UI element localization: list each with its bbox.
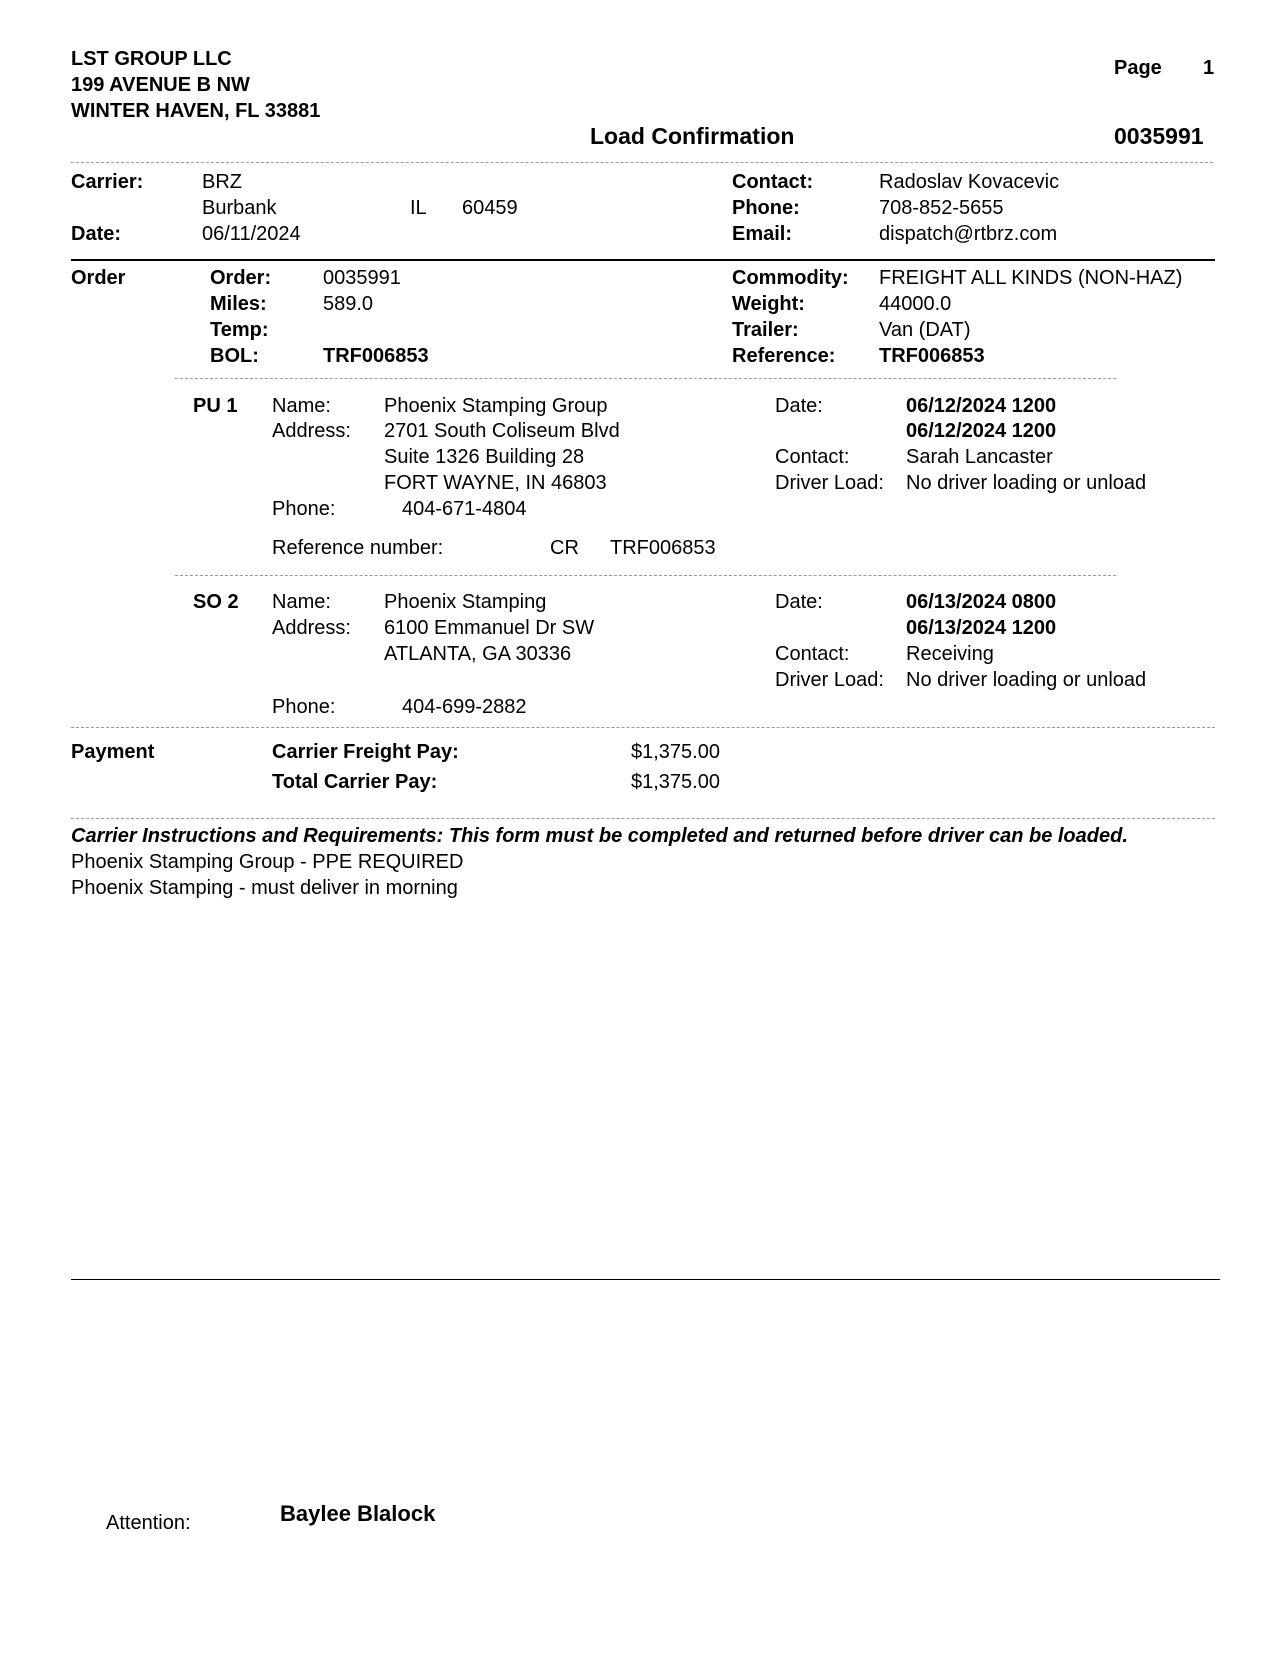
stop-phone: 404-671-4804 — [402, 498, 527, 520]
total-pay-amount: $1,375.00 — [631, 771, 720, 793]
stop-date-1: 06/13/2024 0800 — [906, 591, 1057, 613]
trailer-value: Van (DAT) — [879, 319, 971, 341]
freight-pay-amount: $1,375.00 — [631, 741, 720, 763]
stop-name: Phoenix Stamping Group — [384, 395, 608, 417]
miles-value: 589.0 — [323, 293, 374, 315]
payment-section-label: Payment — [71, 741, 155, 763]
carrier-contact: Radoslav Kovacevic — [879, 171, 1060, 193]
attention-name: Baylee Blalock — [280, 1501, 436, 1526]
carrier-phone: 708-852-5655 — [879, 197, 1004, 219]
stop-driver-load: No driver loading or unload — [906, 472, 1147, 494]
stop-date-1: 06/12/2024 1200 — [906, 395, 1057, 417]
reference-type: CR — [550, 537, 579, 559]
stop-phone-label: Phone: — [272, 498, 336, 520]
attention-label: Attention: — [106, 1512, 191, 1534]
stop-driver-load-label: Driver Load: — [775, 669, 884, 691]
divider — [71, 162, 1213, 163]
stop-code: PU 1 — [193, 395, 238, 417]
stop-date-2: 06/12/2024 1200 — [906, 420, 1057, 442]
page-number: 1 — [1203, 57, 1215, 79]
stop-contact: Receiving — [906, 643, 994, 665]
document-title: Load Confirmation — [590, 123, 795, 149]
stop-date-label: Date: — [775, 591, 823, 613]
weight-value: 44000.0 — [879, 293, 952, 315]
stop-address-line1: 2701 South Coliseum Blvd — [384, 420, 620, 442]
instruction-line: Phoenix Stamping Group - PPE REQUIRED — [71, 851, 464, 873]
order-number: 0035991 — [323, 267, 401, 289]
stop-name-label: Name: — [272, 591, 331, 613]
page-label: Page — [1114, 57, 1162, 79]
phone-label: Phone: — [732, 197, 800, 219]
commodity-label: Commodity: — [732, 267, 849, 289]
stop-date-2: 06/13/2024 1200 — [906, 617, 1057, 639]
divider — [71, 727, 1215, 728]
signature-line — [71, 1279, 1220, 1280]
commodity-value: FREIGHT ALL KINDS (NON-HAZ) — [879, 267, 1183, 289]
stop-city-state-zip: FORT WAYNE, IN 46803 — [384, 472, 607, 494]
stop-name-label: Name: — [272, 395, 331, 417]
miles-label: Miles: — [210, 293, 267, 315]
weight-label: Weight: — [732, 293, 805, 315]
instructions-heading: Carrier Instructions and Requirements: This form must be completed and returned before driver can be loaded. — [71, 825, 1128, 847]
freight-pay-label: Carrier Freight Pay: — [272, 741, 459, 763]
trailer-label: Trailer: — [732, 319, 799, 341]
reference-number-label: Reference number: — [272, 537, 444, 559]
email-label: Email: — [732, 223, 793, 245]
order-label: Order: — [210, 267, 272, 289]
stop-city-state-zip: ATLANTA, GA 30336 — [384, 643, 572, 665]
carrier-city: Burbank — [202, 197, 277, 219]
reference-value: TRF006853 — [879, 345, 985, 367]
stop-address-label: Address: — [272, 420, 351, 442]
carrier-zip: 60459 — [462, 197, 518, 219]
stop-address-line2: Suite 1326 Building 28 — [384, 446, 585, 468]
temp-label: Temp: — [210, 319, 269, 341]
stop-contact-label: Contact: — [775, 446, 850, 468]
stop-name: Phoenix Stamping — [384, 591, 547, 613]
carrier-label: Carrier: — [71, 171, 144, 193]
stop-phone-label: Phone: — [272, 696, 336, 718]
stop-phone: 404-699-2882 — [402, 696, 527, 718]
divider — [175, 378, 1116, 379]
stop-address-line1: 6100 Emmanuel Dr SW — [384, 617, 595, 639]
carrier-name: BRZ — [202, 171, 242, 193]
section-divider — [71, 259, 1215, 261]
stop-contact: Sarah Lancaster — [906, 446, 1053, 468]
divider — [71, 818, 1215, 819]
company-city-state-zip: WINTER HAVEN, FL 33881 — [71, 100, 321, 122]
stop-code: SO 2 — [193, 591, 239, 613]
instruction-line: Phoenix Stamping - must deliver in morning — [71, 877, 458, 899]
load-number: 0035991 — [1114, 123, 1204, 149]
stop-driver-load: No driver loading or unload — [906, 669, 1147, 691]
stop-contact-label: Contact: — [775, 643, 850, 665]
reference-label: Reference: — [732, 345, 836, 367]
carrier-date-label: Date: — [71, 223, 122, 245]
divider — [175, 575, 1116, 576]
bol-value: TRF006853 — [323, 345, 429, 367]
stop-address-label: Address: — [272, 617, 351, 639]
order-section-label: Order — [71, 267, 126, 289]
total-pay-label: Total Carrier Pay: — [272, 771, 438, 793]
stop-driver-load-label: Driver Load: — [775, 472, 884, 494]
carrier-state: IL — [410, 197, 427, 219]
stop-date-label: Date: — [775, 395, 823, 417]
carrier-email: dispatch@rtbrz.com — [879, 223, 1058, 245]
contact-label: Contact: — [732, 171, 814, 193]
reference-number: TRF006853 — [610, 537, 716, 559]
carrier-date: 06/11/2024 — [202, 223, 301, 245]
company-address: 199 AVENUE B NW — [71, 74, 250, 96]
company-name: LST GROUP LLC — [71, 48, 232, 70]
bol-label: BOL: — [210, 345, 259, 367]
